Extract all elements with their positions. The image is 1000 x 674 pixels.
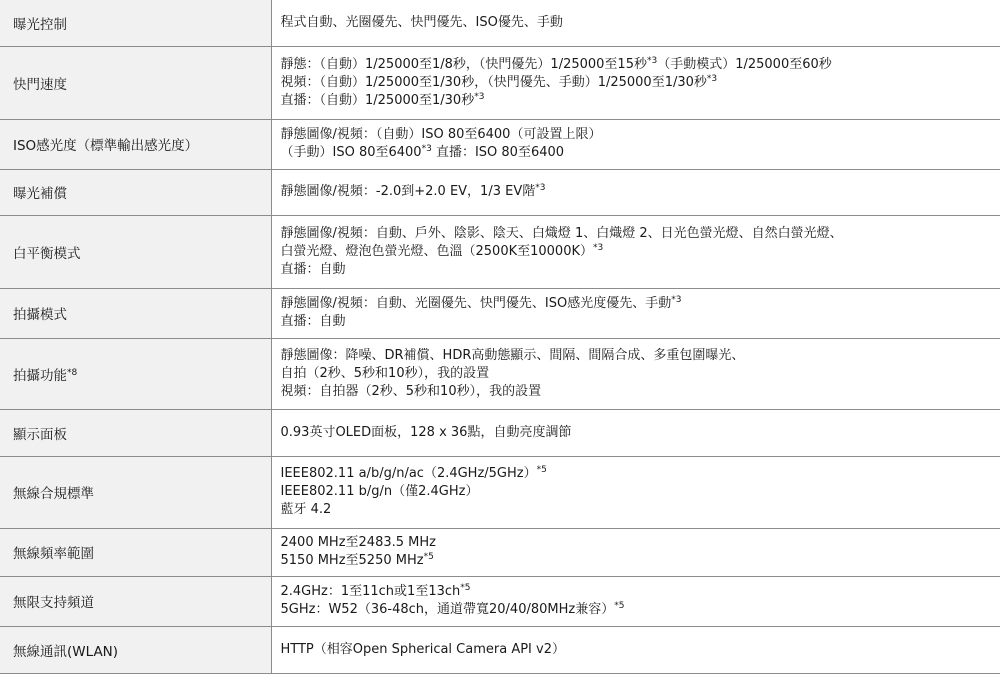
value-text: 白螢光燈、燈泡色螢光燈、色溫（2500K至10000K） <box>280 243 593 259</box>
footnote-mark: *5 <box>614 601 625 611</box>
row-label <box>0 528 271 576</box>
row-value <box>271 576 1000 626</box>
value-line <box>281 583 1000 601</box>
row-value <box>271 528 1000 576</box>
table-row <box>0 409 1000 456</box>
footnote-mark: *3 <box>421 144 432 154</box>
value-text: （手動模式）1/25000至60秒 <box>657 56 832 72</box>
value-line <box>281 126 1000 144</box>
row-label <box>0 46 271 119</box>
row-value <box>271 288 1000 338</box>
table-row <box>0 338 1000 409</box>
label-text: 快門速度 <box>13 76 67 93</box>
row-label <box>0 626 271 673</box>
footnote-mark: *3 <box>535 183 546 193</box>
value-line <box>281 261 1000 279</box>
value-line <box>281 295 1000 313</box>
label-text: 無線合規標準 <box>13 486 94 502</box>
table-row <box>0 626 1000 673</box>
label-text: 白平衡模式 <box>13 245 81 262</box>
value-text: 直播：自動 <box>280 261 346 277</box>
row-label <box>0 288 271 338</box>
value-line <box>281 383 1000 401</box>
row-label <box>0 119 271 169</box>
value-line <box>281 601 1000 619</box>
footnote-mark: *5 <box>460 583 471 593</box>
table-row <box>0 215 1000 288</box>
row-label <box>0 456 271 528</box>
value-line <box>281 552 1000 570</box>
value-line <box>281 501 1000 519</box>
row-value <box>271 456 1000 528</box>
row-value <box>271 169 1000 215</box>
value-line <box>281 14 1000 32</box>
value-line <box>281 92 1000 110</box>
label-text: 曝光控制 <box>13 16 67 33</box>
footnote-mark: *8 <box>67 367 78 378</box>
row-value <box>271 338 1000 409</box>
row-label <box>0 338 271 409</box>
value-line <box>281 365 1000 383</box>
value-text: 0.93英寸OLED面板，128 x 36點，自動亮度調節 <box>280 424 572 440</box>
value-text: 2400 MHz至2483.5 MHz <box>280 535 436 550</box>
label-text: 無線通訊(WLAN) <box>13 643 119 660</box>
table-row <box>0 528 1000 576</box>
footnote-mark: *5 <box>536 465 547 475</box>
value-line <box>281 641 1000 659</box>
value-line <box>281 424 1000 442</box>
value-line <box>281 534 1000 552</box>
label-text: 無線頻率範圍 <box>13 546 94 562</box>
label-text: 無限支持頻道 <box>13 595 94 611</box>
row-label <box>0 576 271 626</box>
table-row <box>0 288 1000 338</box>
row-label <box>0 215 271 288</box>
value-line <box>281 483 1000 501</box>
value-line <box>281 225 1000 243</box>
value-text: 2.4GHz：1至11ch或1至13ch <box>280 584 461 599</box>
value-text: 靜態圖像/視頻：自動、戶外、陰影、陰天、白熾燈 1、白熾燈 2、日光色螢光燈、自然白螢光燈、 <box>280 225 843 241</box>
value-line <box>281 183 1000 201</box>
row-value <box>271 626 1000 673</box>
value-text: 5150 MHz至5250 MHz <box>280 553 424 568</box>
label-text: 拍攝模式 <box>13 307 67 323</box>
value-text: 5GHz：W52（36-48ch，通道帶寬20/40/80MHz兼容） <box>280 602 615 617</box>
row-value <box>271 215 1000 288</box>
table-row <box>0 456 1000 528</box>
label-text: 顯示面板 <box>13 426 67 443</box>
value-text: 靜態圖像/視頻：（自動）ISO 80至6400（可設置上限） <box>280 127 602 142</box>
footnote-mark: *3 <box>706 73 718 84</box>
value-text: 視頻：（自動）1/25000至1/30秒，（快門優先、手動）1/25000至1/30秒 <box>280 74 707 90</box>
value-line <box>281 347 1000 365</box>
value-text: IEEE802.11 a/b/g/n/ac（2.4GHz/5GHz） <box>280 466 537 481</box>
row-value <box>271 119 1000 169</box>
value-text: 直播：自動 <box>280 314 346 329</box>
value-line <box>281 144 1000 162</box>
value-text: 靜態：（自動）1/25000至1/8秒，（快門優先）1/25000至15秒 <box>280 56 647 72</box>
value-text: 程式自動、光圈優先、快門優先、ISO優先、手動 <box>280 14 563 30</box>
footnote-mark: *5 <box>423 552 434 562</box>
value-text: HTTP（相容Open Spherical Camera API v2） <box>280 641 565 657</box>
value-text: 直播：ISO 80至6400 <box>431 145 565 160</box>
label-text: ISO感光度（標準輸出感光度） <box>13 138 199 154</box>
value-line <box>281 313 1000 331</box>
table-row <box>0 169 1000 215</box>
row-label <box>0 0 271 46</box>
value-text: 視頻：自拍器（2秒、5秒和10秒），我的設置 <box>280 383 542 399</box>
value-text: IEEE802.11 b/g/n（僅2.4GHz） <box>280 484 479 499</box>
footnote-mark: *3 <box>671 295 682 305</box>
row-label <box>0 409 271 456</box>
value-text: 靜態圖像：降噪、DR補償、HDR高動態顯示、間隔、間隔合成、多重包圍曝光、 <box>280 347 745 363</box>
footnote-mark: *3 <box>593 242 604 253</box>
value-text: 直播：（自動）1/25000至1/30秒 <box>280 92 475 108</box>
table-row <box>0 46 1000 119</box>
footnote-mark: *3 <box>474 91 485 102</box>
value-line <box>281 465 1000 483</box>
label-text: 拍攝功能 <box>13 367 67 384</box>
value-text: （手動）ISO 80至6400 <box>280 145 422 160</box>
value-text: 靜態圖像/視頻：自動、光圈優先、快門優先、ISO感光度優先、手動 <box>280 296 672 311</box>
label-text: 曝光補償 <box>13 186 67 202</box>
row-label <box>0 169 271 215</box>
row-value <box>271 46 1000 119</box>
row-value <box>271 409 1000 456</box>
row-value <box>271 0 1000 46</box>
table-row <box>0 119 1000 169</box>
value-text: 藍牙 4.2 <box>280 502 332 517</box>
value-text: 自拍（2秒、5秒和10秒），我的設置 <box>280 365 490 381</box>
value-text: 靜態圖像/視頻：-2.0到+2.0 EV，1/3 EV階 <box>280 184 536 199</box>
value-line <box>281 56 1000 74</box>
value-line <box>281 74 1000 92</box>
table-row <box>0 576 1000 626</box>
footnote-mark: *3 <box>646 55 658 66</box>
value-line <box>281 243 1000 261</box>
table-row <box>0 0 1000 46</box>
